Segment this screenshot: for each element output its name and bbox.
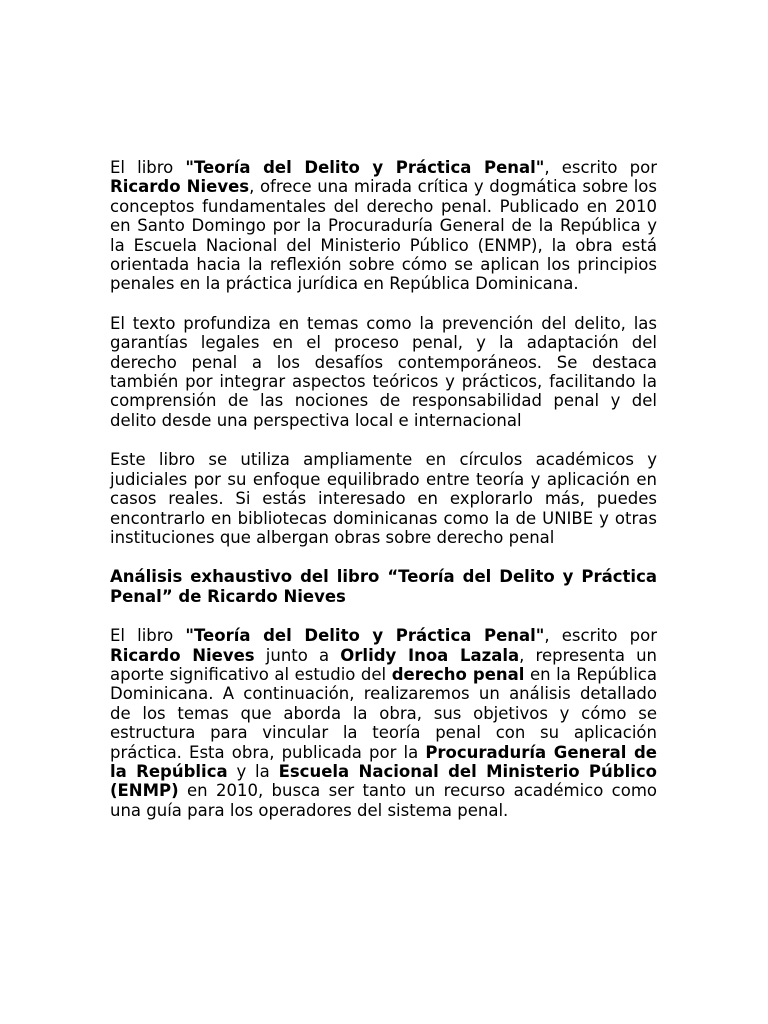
author-name: Ricardo Nieves: [110, 177, 250, 197]
section-heading: Análisis exhaustivo del libro “Teoría del Delito y Práctica Penal” de Ricardo Nieves: [110, 567, 657, 606]
text-segment: El texto profundiza en temas como la prevención del delito, las garantías legales en el proceso penal, y la adaptación del derecho penal a los desafíos contemporáneos. Se destaca también por integrar aspectos teóricos y prácticos, facilitando la comprensión de las nociones de responsabilidad penal y del delito desde una perspectiva local e internacional: [110, 313, 657, 430]
author-name: Ricardo Nieves: [110, 645, 255, 665]
paragraph-intro: [110, 158, 657, 294]
text-segment: El libro: [110, 626, 186, 646]
text-segment: en la República Dominicana. A continuación, realizaremos un análisis detallado de los temas que aborda la obra, sus objetivos y cómo se estructura para vincular la teoría penal con su aplicación práctica. Esta obra, publicada por la: [110, 664, 657, 762]
book-title: "Teoría del Delito y Práctica Penal": [185, 626, 545, 646]
publisher-name: Escuela Nacional del Ministerio Público (ENMP): [110, 761, 657, 801]
coauthor-name: Orlidy Inoa Lazala: [340, 645, 520, 665]
publisher-name: Procuraduría General de la República: [110, 742, 657, 781]
text-segment: y la: [227, 761, 279, 781]
text-segment: El libro: [110, 158, 186, 177]
text-segment: junto a: [254, 645, 341, 665]
text-segment: , representa un aporte significativo al estudio del: [110, 645, 657, 684]
book-title: "Teoría del Delito y Práctica Penal": [185, 158, 545, 177]
text-segment: , escrito por: [544, 158, 657, 177]
text-segment: en 2010, busca ser tanto un recurso académico como una guía para los operadores del sistema penal.: [110, 781, 657, 820]
paragraph-analysis: [110, 626, 657, 820]
document-page: [110, 158, 657, 840]
text-segment: Este libro se utiliza ampliamente en círculos académicos y judiciales por su enfoque equilibrado entre teoría y aplicación en casos reales. Si estás interesado en explorarlo más, puedes encontrarlo en bibliotecas dominicanas como la de UNIBE y otras instituciones que albergan obras sobre derecho penal: [110, 450, 657, 547]
text-segment: , escrito por: [544, 626, 657, 646]
text-segment: , ofrece una mirada crítica y dogmática sobre los conceptos fundamentales del derecho penal. Publicado en 2010 en Santo Domingo por la Procuraduría General de la República y la Escuela Nacional del Ministerio Público (ENMP), la obra está orientada hacia la reflexión sobre cómo se aplican los principios penales en la práctica jurídica en República Dominicana.: [110, 177, 657, 294]
paragraph-topics: [110, 314, 657, 430]
emphasis-term: derecho penal: [391, 664, 525, 684]
paragraph-usage: [110, 450, 657, 547]
